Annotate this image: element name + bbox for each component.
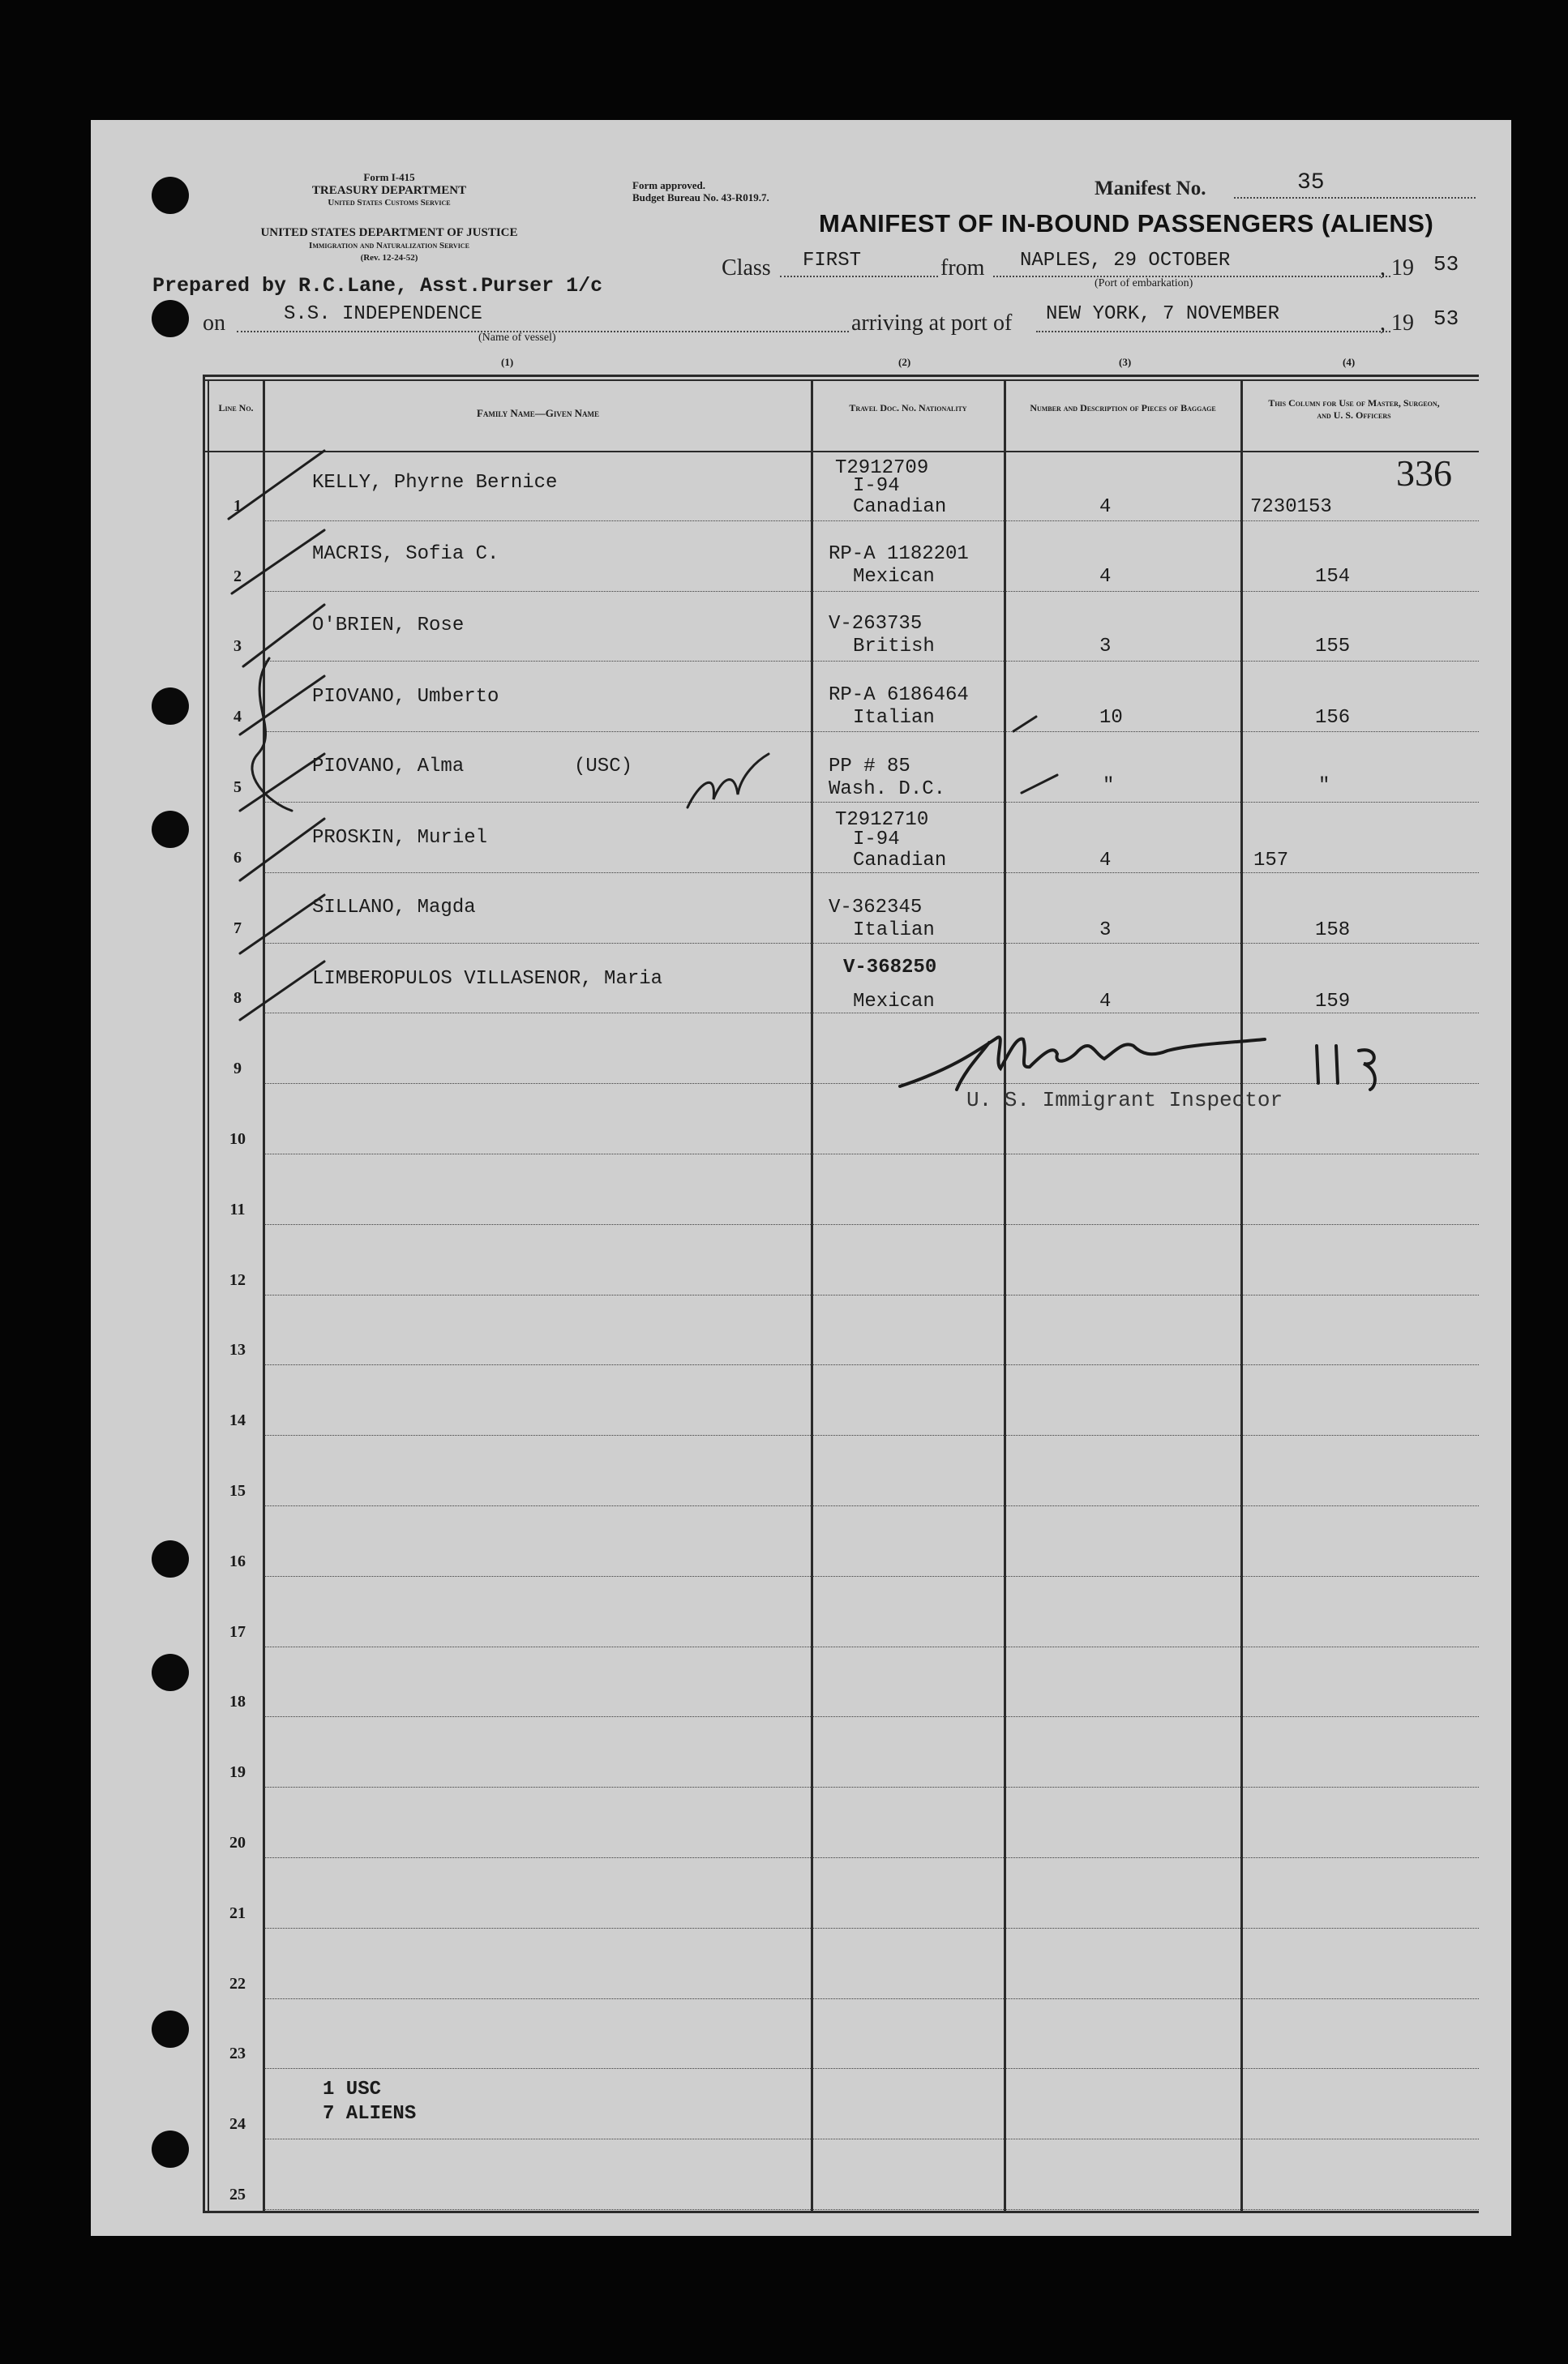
line-number: 6 bbox=[233, 848, 242, 867]
line-number: 11 bbox=[229, 1200, 246, 1218]
passenger-name: PROSKIN, Muriel bbox=[312, 827, 488, 849]
year-1: 53 bbox=[1433, 252, 1459, 276]
col-number-4: (4) bbox=[1343, 356, 1356, 368]
year-prefix-1: , 19 bbox=[1380, 255, 1414, 281]
baggage-count: 3 bbox=[1099, 636, 1112, 657]
nationality: Italian bbox=[853, 707, 935, 729]
row-guide-line bbox=[264, 943, 1479, 944]
manifest-dotline bbox=[1234, 197, 1476, 199]
vessel-name: S.S. INDEPENDENCE bbox=[284, 303, 482, 325]
travel-doc-type: I-94 bbox=[853, 475, 900, 497]
table-left-border bbox=[203, 375, 205, 2213]
manifest-number: 35 bbox=[1297, 170, 1325, 195]
total-usc: 1 USC bbox=[323, 2079, 382, 2101]
col-number-2: (2) bbox=[898, 356, 911, 368]
baggage-count: 10 bbox=[1099, 707, 1123, 729]
form-revision: (Rev. 12-24-52) bbox=[360, 253, 418, 263]
passenger-name: O'BRIEN, Rose bbox=[312, 615, 465, 636]
punch-hole bbox=[152, 1540, 189, 1578]
line-number: 17 bbox=[229, 1622, 246, 1641]
row-guide-line bbox=[264, 1435, 1479, 1436]
row-guide-line bbox=[264, 802, 1479, 803]
col-number-3: (3) bbox=[1119, 356, 1132, 368]
line-number: 7 bbox=[233, 919, 242, 937]
line-number: 23 bbox=[229, 2045, 246, 2063]
prepared-by: Prepared by R.C.Lane, Asst.Purser 1/c bbox=[152, 274, 603, 298]
row-guide-line bbox=[264, 1224, 1479, 1225]
nationality: British bbox=[853, 636, 935, 657]
table-left-border-2 bbox=[208, 379, 209, 2213]
form-number: Form I-415 bbox=[363, 171, 415, 183]
manifest-label: Manifest No. bbox=[1095, 178, 1206, 199]
punch-hole bbox=[152, 687, 189, 725]
arriving-dotline bbox=[1036, 331, 1390, 332]
line-number: 12 bbox=[229, 1270, 246, 1289]
line-number: 15 bbox=[229, 1482, 246, 1500]
budget-bureau: Budget Bureau No. 43-R019.7. bbox=[632, 191, 769, 203]
row-guide-line bbox=[264, 1364, 1479, 1365]
col-divider-name bbox=[811, 379, 813, 2213]
treasury-department: TREASURY DEPARTMENT bbox=[311, 184, 467, 197]
line-number: 4 bbox=[233, 708, 242, 726]
officer-entry: 155 bbox=[1315, 636, 1351, 657]
nationality: Canadian bbox=[853, 496, 947, 518]
travel-doc-type: I-94 bbox=[853, 829, 900, 850]
line-number: 5 bbox=[233, 778, 242, 796]
col-divider-travel bbox=[1004, 379, 1006, 2213]
passenger-name: KELLY, Phyrne Bernice bbox=[312, 472, 558, 494]
travel-doc-type: V-368250 bbox=[843, 957, 937, 979]
nationality: Mexican bbox=[853, 566, 935, 588]
line-number: 19 bbox=[229, 1763, 246, 1782]
travel-doc-type: V-263735 bbox=[829, 613, 923, 635]
from-label: from bbox=[940, 255, 985, 281]
row-guide-line bbox=[264, 2068, 1479, 2069]
total-aliens: 7 ALIENS bbox=[323, 2103, 417, 2125]
arriving-value: NEW YORK, 7 NOVEMBER bbox=[1046, 303, 1280, 325]
port-caption: (Port of embarkation) bbox=[1095, 277, 1193, 289]
line-number: 22 bbox=[229, 1974, 246, 1993]
manifest-sheet bbox=[91, 120, 1511, 2236]
year-prefix-2: , 19 bbox=[1380, 310, 1414, 336]
col-divider-line bbox=[263, 379, 265, 2213]
header-baggage: Number and Description of Pieces of Baggage bbox=[1030, 402, 1216, 413]
on-label: on bbox=[203, 310, 225, 336]
row-guide-line bbox=[264, 520, 1479, 521]
page-stamp-number: 336 bbox=[1396, 452, 1452, 494]
header-travel-doc: Travel Doc. No. Nationality bbox=[849, 402, 967, 413]
nationality: Mexican bbox=[853, 991, 935, 1013]
header-family-name: Family Name—Given Name bbox=[476, 407, 599, 419]
punch-hole bbox=[152, 2011, 189, 2048]
ins-service: Immigration and Naturalization Service bbox=[309, 241, 469, 251]
line-number: 25 bbox=[229, 2186, 246, 2203]
baggage-count: 4 bbox=[1099, 566, 1112, 588]
line-number: 13 bbox=[229, 1341, 246, 1360]
customs-service: United States Customs Service bbox=[328, 198, 451, 208]
table-top-double-1 bbox=[203, 375, 1479, 377]
line-number: 21 bbox=[229, 1904, 246, 1922]
inspector-caption: U. S. Immigrant Inspector bbox=[966, 1088, 1283, 1112]
col-divider-baggage bbox=[1240, 379, 1243, 2213]
usc-note: (USC) bbox=[574, 756, 633, 777]
justice-department: UNITED STATES DEPARTMENT OF JUSTICE bbox=[260, 226, 518, 239]
nationality: Italian bbox=[853, 919, 935, 941]
row-guide-line bbox=[264, 1857, 1479, 1858]
class-dotline bbox=[780, 276, 938, 277]
passenger-name: PIOVANO, Alma bbox=[312, 756, 465, 777]
line-number: 14 bbox=[229, 1411, 246, 1430]
row-guide-line bbox=[264, 1928, 1479, 1929]
baggage-count: 4 bbox=[1099, 496, 1112, 518]
officer-entry: " bbox=[1318, 775, 1330, 797]
punch-hole bbox=[152, 300, 189, 337]
punch-hole bbox=[152, 1654, 189, 1691]
form-approved: Form approved. bbox=[632, 179, 706, 191]
vessel-caption: (Name of vessel) bbox=[478, 332, 556, 344]
passenger-name: LIMBEROPULOS VILLASENOR, Maria bbox=[312, 968, 663, 990]
line-number: 1 bbox=[233, 496, 242, 515]
line-number: 10 bbox=[229, 1130, 246, 1148]
header-line-no: Line No. bbox=[218, 402, 254, 413]
class-label: Class bbox=[722, 255, 771, 281]
line-number: 8 bbox=[233, 989, 242, 1008]
baggage-count: 4 bbox=[1099, 850, 1112, 872]
table-top-double-2 bbox=[203, 379, 1479, 381]
header-bottom-line bbox=[203, 451, 1479, 452]
baggage-count: 3 bbox=[1099, 919, 1112, 941]
class-value: FIRST bbox=[803, 250, 862, 272]
travel-doc-number: T2912710 bbox=[835, 809, 929, 831]
table-bottom-border bbox=[203, 2211, 1479, 2213]
travel-doc-type: RP-A 6186464 bbox=[829, 684, 969, 706]
line-number: 18 bbox=[229, 1693, 246, 1711]
header-officers: This Column for Use of Master, Surgeon, and U. S. Officers bbox=[1268, 397, 1440, 421]
punch-hole bbox=[152, 2131, 189, 2168]
from-value: NAPLES, 29 OCTOBER bbox=[1020, 250, 1231, 272]
travel-doc-type: V-362345 bbox=[829, 897, 923, 919]
line-number: 3 bbox=[233, 637, 242, 656]
officer-entry: 157 bbox=[1253, 850, 1289, 872]
officer-entry: 158 bbox=[1315, 919, 1351, 941]
officer-entry: 159 bbox=[1315, 991, 1351, 1013]
line-number: 24 bbox=[229, 2115, 246, 2134]
officer-entry: 154 bbox=[1315, 566, 1351, 588]
row-guide-line bbox=[264, 872, 1479, 873]
row-guide-line bbox=[264, 591, 1479, 592]
line-number: 20 bbox=[229, 1834, 246, 1852]
passenger-name: SILLANO, Magda bbox=[312, 897, 476, 919]
row-guide-line bbox=[264, 661, 1479, 662]
row-guide-line bbox=[264, 1716, 1479, 1717]
baggage-count: 4 bbox=[1099, 991, 1112, 1013]
year-2: 53 bbox=[1433, 306, 1459, 331]
officer-entry: 7230153 bbox=[1250, 496, 1332, 518]
line-number: 16 bbox=[229, 1552, 246, 1570]
nationality: Canadian bbox=[853, 850, 947, 872]
officer-entry: 156 bbox=[1315, 707, 1351, 729]
row-guide-line bbox=[264, 1505, 1479, 1506]
punch-hole bbox=[152, 177, 189, 214]
travel-doc-number: T2912709 bbox=[835, 457, 929, 479]
arriving-label: arriving at port of bbox=[851, 310, 1013, 336]
row-guide-line bbox=[264, 1787, 1479, 1788]
col-number-1: (1) bbox=[501, 356, 514, 368]
nationality: Wash. D.C. bbox=[829, 778, 946, 800]
travel-doc-type: PP # 85 bbox=[829, 756, 910, 777]
row-guide-line bbox=[264, 1998, 1479, 1999]
baggage-count: " bbox=[1103, 775, 1115, 797]
line-number: 9 bbox=[233, 1060, 242, 1078]
punch-hole bbox=[152, 811, 189, 848]
passenger-name: MACRIS, Sofia C. bbox=[312, 543, 499, 565]
passenger-name: PIOVANO, Umberto bbox=[312, 686, 499, 708]
row-guide-line bbox=[264, 1083, 1479, 1084]
line-number: 2 bbox=[233, 567, 242, 585]
row-guide-line bbox=[264, 2209, 1479, 2210]
manifest-title: MANIFEST OF IN-BOUND PASSENGERS (ALIENS) bbox=[819, 209, 1434, 238]
row-guide-line bbox=[264, 731, 1479, 732]
row-guide-line bbox=[264, 1576, 1479, 1577]
travel-doc-type: RP-A 1182201 bbox=[829, 543, 969, 565]
